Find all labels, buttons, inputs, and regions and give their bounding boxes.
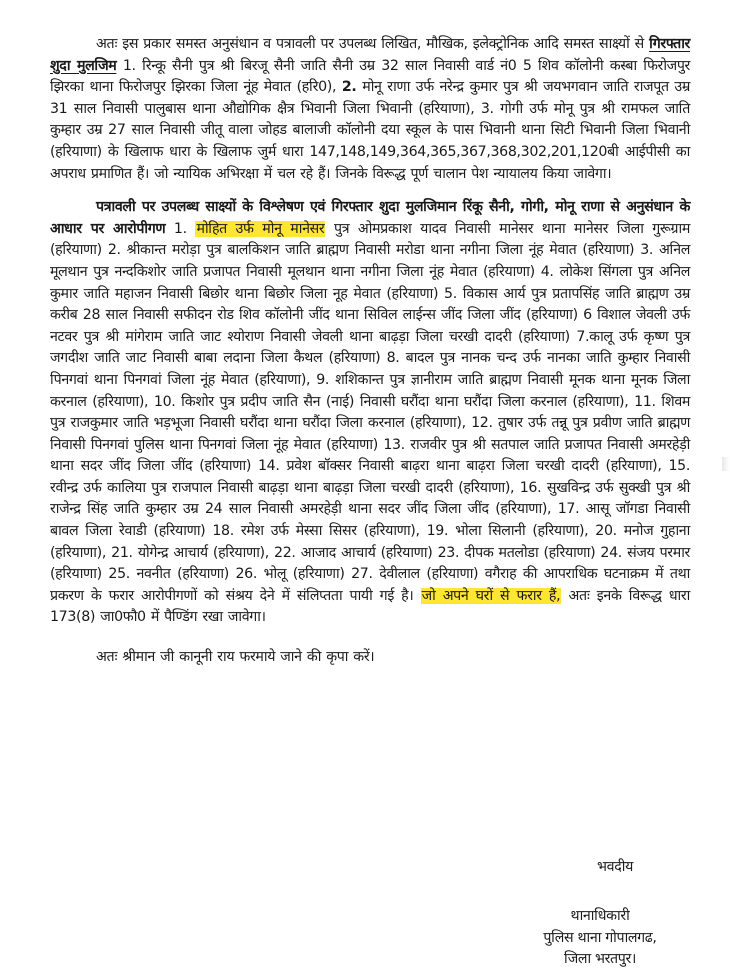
paragraph-gap (50, 185, 690, 197)
signatory-designation: थानाधिकारी (570, 908, 630, 924)
para2-bold-intro: पत्रावली पर उपलब्ध साक्ष्यों के विश्लेषण एवं गिरफ्तार शुदा मुलजिमान रिंकू सैनी, गोगी, मोनू राणा से अनुसंधान के आधार पर आरोपीगण (50, 199, 690, 237)
document-page (50, 34, 690, 669)
paragraph-arrested-accused (50, 34, 690, 185)
margin-mark (722, 457, 730, 471)
para2-body: पुत्र ओमप्रकाश यादव निवासी मानेसर थाना मानेसर जिला गुरूग्राम (हरियाणा) 2. श्रीकान्त मरोड़ा पुत्र बालकिशन जाति ब्राह्मण निवासी मरोडा थाना नगीना जिला नूंह मेवात (हरियाणा) 3. अनिल मूलथान पुत्र नन्दकिशोर जाति प्रजापत निवासी मूलथान थाना नगीना जिला नूंह मेवात (हरियाणा) 4. लोकेश सिंगला पुत्र अनिल कुमार जाति महाजन निवासी बिछोर थाना बिछोर जिला नूह मेवात (हरियाणा) 5. विकास आर्य पुत्र प्रतापसिंह जाति ब्राह्मण उम्र करीब 28 साल निवासी सफीदन रोड शिव कॉलोनी जींद थाना सिविल लाईन्स जींद जिला जींद (हरियाणा) 6 विशाल जेवली उर्फ नटवर पुत्र श्री मांगेराम जाति जाट श्योराण निवासी जेवली थाना बाढ़ड़ा जिला चरखी दादरी (हरियाणा) 7.कालू उर्फ कृष्ण पुत्र जगदीश जाति जाट निवासी बाबा लदाना जिला कैथल (हरियाणा) 8. बादल पुत्र नानक चन्द उर्फ नानका जाति कुम्हार निवासी पिनगवां थाना पिनगवां जिला नूंह मेवात (हरियाणा), 9. शशिकान्त पुत्र ज्ञानीराम जाति ब्राह्मण निवासी मूनक थाना मूनक जिला करनाल (हरियाणा), 10. किशोर पुत्र प्रदीप जाति सैन (नाई) निवासी घरौंदा थाना घरौंदा जिला करनाल (हरियाणा), 11. शिवम पुत्र राजकुमार जाति भड़भूजा निवासी घरौंदा थाना घरौंदा जिला करनाल (हरियाणा), 12. तुषार उर्फ तन्नू पुत्र प्रवीण जाति ब्राह्मण निवासी पिनगवां पुलिस थाना पिनगवां जिला नूंह मेवात (हरियाणा) 13. राजवीर पुत्र श्री सतपाल जाति प्रजापत निवासी अमरहेड़ी थाना सदर जींद जिला जींद (हरियाणा) 14. प्रवेश बॉक्सर निवासी बाढ़रा थाना बाढ़रा जिला चरखी दादरी (हरियाणा), 15. रवीन्द्र उर्फ कालिया पुत्र राजपाल निवासी बाढ़ड़ा थाना बाढ़ड़ा जिला चरखी दादरी (हरियाणा), 16. सुखविन्द्र उर्फ सुक्खी पुत्र श्री राजेन्द्र सिंह जाति कुम्हार उम्र 24 साल निवासी अमरहेड़ी थाना सदर जींद जिला जींद (हरियाणा), 17. आसू जॉगडा निवासी बावल जिला रेवाडी (हरियाणा) 18. रमेश उर्फ मेस्सा सिसर (हरियाणा), 19. भोला सिलानी (हरियाणा), 20. मनोज गुहाना (हरियाणा), 21. योगेन्द्र आचार्य (हरियाणा), 22. आजाद आचार्य (हरियाणा) 23. दीपक मतलोडा (हरियाणा) 24. संजय परमार (हरियाणा) 25. नवनीत (हरियाणा) 26. भोलू (हरियाणा) 27. देवीलाल (हरियाणा) वगैराह की आपराधिक घटनाक्रम में तथा प्रकरण के फरार आरोपीगणों को संश्रय देने में संलिप्तता पायी गई है। (50, 220, 691, 604)
para1-intro: अतः इस प्रकार समस्त अनुसंधान व पत्रावली पर उपलब्ध लिखित, मौखिक, इलेक्ट्रोनिक आदि समस्त साक्ष्यों से (96, 36, 650, 52)
para2-num1: 1. (165, 220, 196, 237)
item-number-2: 2. (341, 79, 357, 96)
highlight-mohit-monu-manesar: मोहित उर्फ मोनू मानेसर (196, 220, 325, 237)
signatory-station: पुलिस थाना गोपालगढ, (543, 929, 657, 946)
arrested-accused-heading: गिरफ्तार शुदा मुलजिम (50, 36, 690, 74)
closing-request: अतः श्रीमान जी कानूनी राय फरमाये जाने की कृपा करें। (96, 649, 375, 666)
para2-ending: अतः इनके विरूद्ध धारा 173(8) जा0फौ0 में पैण्डिंग रखा जावेगा। (50, 587, 690, 626)
para1-part2: मोनू राणा उर्फ नरेन्द्र कुमार पुत्र श्री जयभगवान जाति राजपूत उम्र 31 साल निवासी पालुबास थाना औद्योगिक क्षैत्र भिवानी जिला भिवानी (हरियाणा), 3. गोगी उर्फ मोनू पुत्र श्री रामफल जाति कुम्हार उम्र 27 साल निवासी जीतू वाला जोहड बालाजी कॉलोनी दया स्कूल के पास भिवानी थाना सिटी भिवानी जिला भिवानी (हरियाणा) के खिलाफ धारा के खिलाफ जुर्म धारा 147,148,149,364,365,367,368,302,201,120बी आईपीसी का अपराध प्रमाणित हैं। जो न्यायिक अभिरक्षा में चल रहे हैं। जिनके विरूद्ध पूर्ण चालान पेश न्यायालय किया जावेगा। (50, 79, 690, 182)
signature-block (510, 906, 690, 971)
signatory-district: जिला भरतपुर। (564, 951, 636, 968)
highlight-absconding: जो अपने घरों से फरार हैं, (421, 587, 561, 604)
paragraph-absconding-accused (50, 197, 690, 629)
para1-part1: 1. रिन्कू सैनी पुत्र श्री बिरजू सैनी जाति सैनी उम्र 32 साल निवासी वार्ड नं0 5 शिव कॉलोनी कस्बा फिरोजपुर झिरका थाना फिरोजपुर झिरका जिला नूंह मेवात (हरि0), (50, 57, 690, 96)
yours-faithfully: भवदीय (597, 859, 633, 875)
